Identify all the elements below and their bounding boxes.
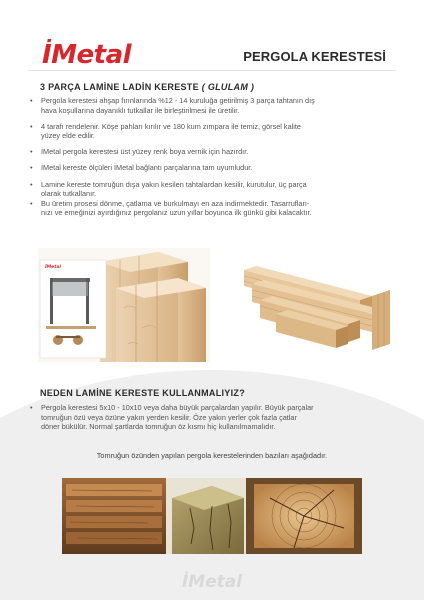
- bullet-item: • İMetal pergola kerestesi üst yüzey renk boya vernik için hazırdır.: [30, 147, 249, 157]
- laminated-beams-illustration: [240, 256, 400, 358]
- bullet-dot: •: [30, 147, 33, 157]
- section2-heading: NEDEN LAMİNE KERESTE KULLANMALIYIZ?: [40, 388, 245, 398]
- glulam-posts-image: [38, 248, 210, 362]
- inset-logo: İMetal: [45, 265, 61, 270]
- document-title: PERGOLA KERESTESİ: [243, 49, 386, 64]
- bullet-dot: •: [30, 121, 33, 131]
- bullet-dot: •: [30, 163, 33, 173]
- section1-bullets: [30, 96, 400, 224]
- bullet-dot: •: [30, 198, 33, 208]
- bullet-dot: •: [30, 96, 33, 105]
- glulam-posts-illustration: [38, 248, 210, 362]
- laminated-beams-image: [240, 256, 400, 358]
- bullet-dot: •: [30, 403, 33, 412]
- header-divider: [28, 70, 396, 71]
- cracked-timber-photos: [62, 478, 362, 554]
- bullet-item: • Bu üretim prosesi dönme, çatlama ve burkulmayı en aza indirmektedir. Tasarrufları- nızı ve emeğinizi ayırdığınız pergolanız uzun yıllar boyunca ilk günkü gibi kalacaktır.: [30, 198, 312, 218]
- bullet-item: • Pergola kerestesi 5x10 - 10x10 veya daha büyük parçalardan yapılır. Büyük parçalar tomruğun özü veya özüne yakın yerden kesilir. Öze yakın yerler çok fazla çatlar döner bükülür. Normal şartlarda tomruğun öz kısmı hiç kullanılmamalıdır.: [30, 403, 314, 432]
- bullet-item: • 4 tarafı rendelenir. Köşe pahları kırılır ve 180 kum zımpara ile temiz, görsel kalite yüzey elde edilir.: [30, 121, 301, 141]
- section2-bullets: [30, 403, 400, 438]
- bullet-item: • Lamine kereste tomruğun dışa yakın kesilen tahtalardan kesilir, kurutulur, üç parça olarak tutkallanır.: [30, 179, 307, 199]
- brand-logo: [42, 36, 131, 68]
- glulam-note: ( GLULAM ): [201, 82, 255, 92]
- bullet-dot: •: [30, 179, 33, 189]
- bullet-item: • İMetal kereste ölçüleri İMetal bağlantı parçalarına tam uyumludur.: [30, 163, 253, 173]
- logo-text: İMetal: [42, 40, 132, 70]
- footer-logo: İMetal: [181, 572, 243, 592]
- bullet-item: • Pergola kerestesi ahşap fırınlarında %12 - 14 kuruluğa getirilmiş 3 parça tahtanın dış hava koşullarına dayanıklı tutkallar ile birleştirilmesi ile üretilir.: [30, 96, 315, 115]
- section1-heading: 3 PARÇA LAMİNE LADİN KERESTE ( GLULAM ): [40, 82, 255, 92]
- cracked-timber-illustration: [62, 478, 362, 554]
- photo-caption: Tomruğun özünden yapılan pergola kerestelerinden bazıları aşağıdadır.: [96, 451, 328, 460]
